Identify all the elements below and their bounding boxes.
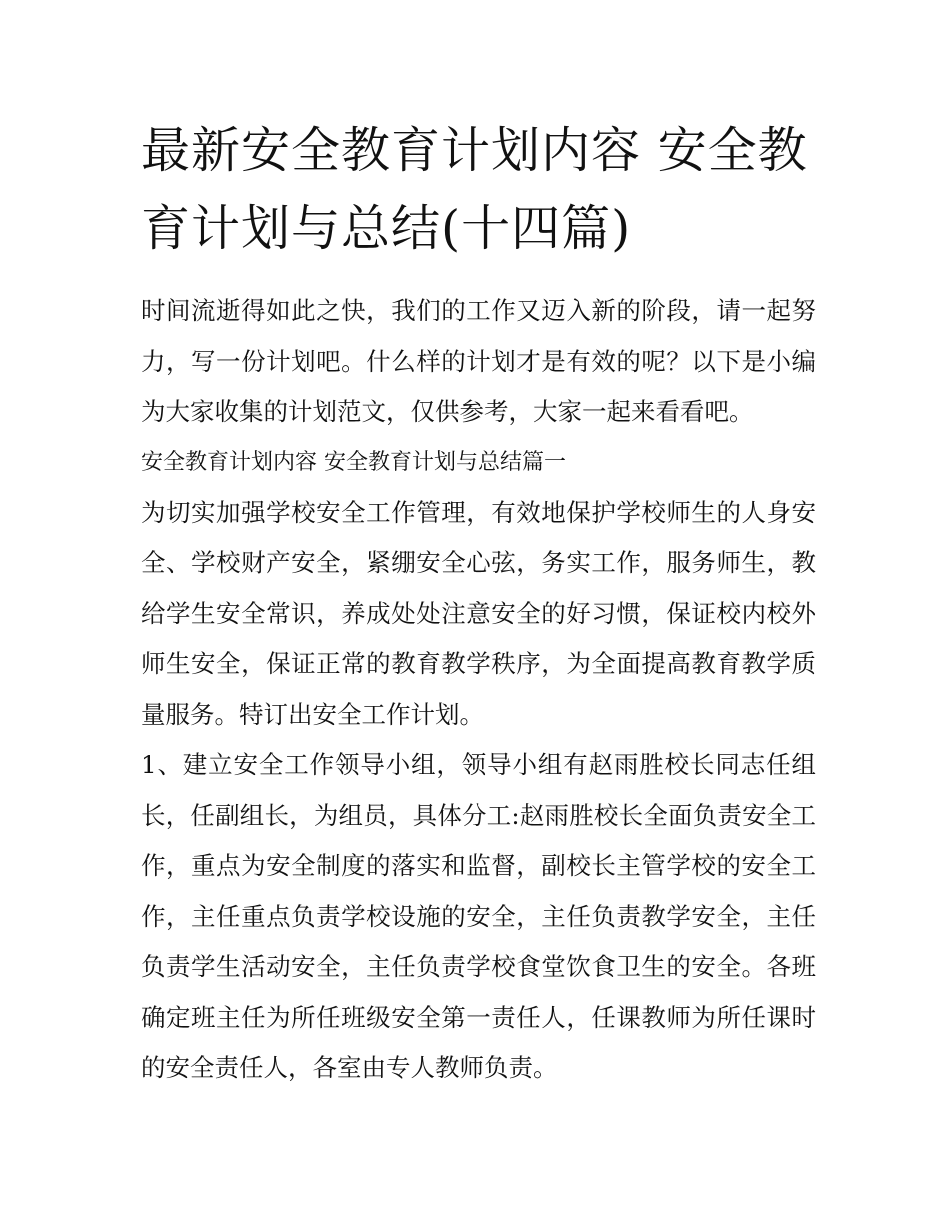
intro-paragraph: 时间流逝得如此之快，我们的工作又迈入新的阶段，请一起努力，写一份计划吧。什么样的计划才是有效的呢？以下是小编为大家收集的计划范文，仅供参考，大家一起来看看吧。 (141, 296, 816, 426)
section-heading: 安全教育计划内容 安全教育计划与总结篇一 (141, 449, 566, 475)
body-paragraph-1: 为切实加强学校安全工作管理，有效地保护学校师生的人身安全、学校财产安全，紧绷安全心弦，务实工作，服务师生，教给学生安全常识，养成处处注意安全的好习惯，保证校内校外师生安全，保证正常的教育教学秩序，为全面提高教育教学质量服务。特订出安全工作计划。 (141, 497, 816, 729)
body-paragraph-2: 1、建立安全工作领导小组，领导小组有赵雨胜校长同志任组长，任副组长，为组员，具体分工:赵雨胜校长全面负责安全工作，重点为安全制度的落实和监督，副校长主管学校的安全工作，主任重点负责学校设施的安全，主任负责教学安全，主任负责学生活动安全，主任负责学校食堂饮食卫生的安全。各班确定班主任为所任班级安全第一责任人，任课教师为所任课时的安全责任人，各室由专人教师负责。 (141, 750, 816, 1082)
document-title: 最新安全教育计划内容 安全教育计划与总结(十四篇) (141, 122, 808, 257)
document-page (141, 112, 816, 1094)
